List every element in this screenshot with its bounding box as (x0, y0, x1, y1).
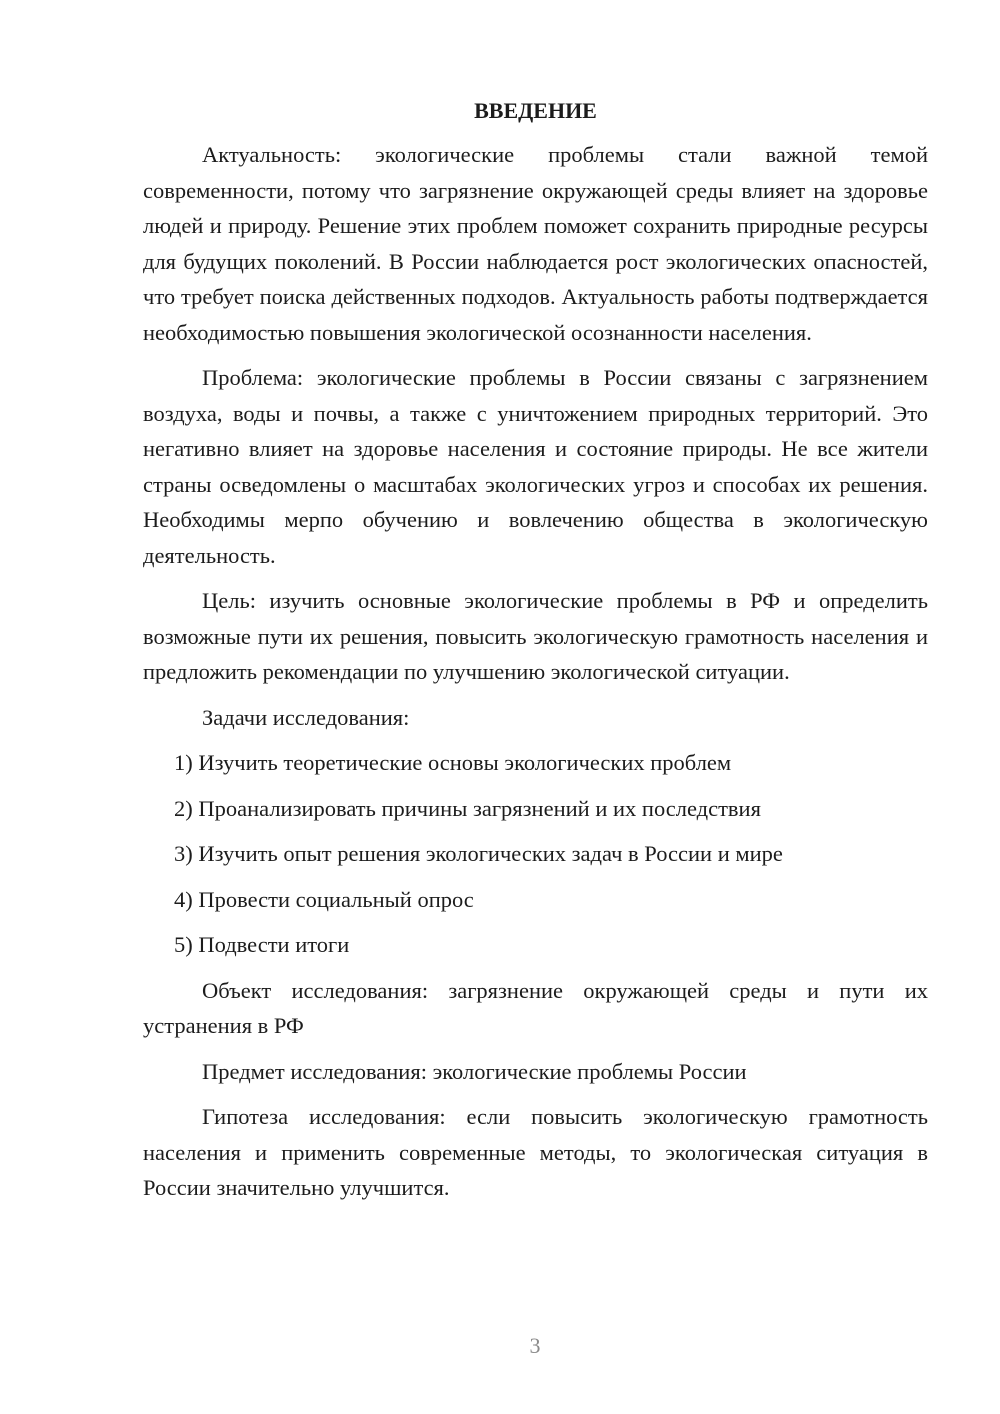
object-paragraph: Объект исследования: загрязнение окружающей среды и пути их устранения в РФ (143, 977, 928, 1038)
section-title: ВВЕДЕНИЕ (474, 98, 597, 123)
task-item: 1) Изучить теоретические основы экологических проблем (174, 750, 732, 775)
goal-paragraph: Цель: изучить основные экологические проблемы в РФ и определить возможные пути их решения, повысить экологическую грамотность населения и предложить рекомендации по улучшению экологической ситуации. (143, 588, 928, 684)
task-item: 2) Проанализировать причины загрязнений и их последствия (174, 795, 761, 821)
subject-paragraph: Предмет исследования: экологические проблемы России (202, 1058, 747, 1084)
tasks-heading: Задачи исследования: (202, 704, 410, 730)
page-content (143, 95, 928, 1216)
problem-paragraph: Проблема: экологические проблемы в России связаны с загрязнением воздуха, воды и почвы, а также с уничтожением природных территорий. Это негативно влияет на здоровье населения и состояние природы. Не все жители страны осведомлены о масштабах экологических угроз и способах их решения. Необходимы мерпо обучению и вовлечению общества в экологическую деятельность. (143, 365, 928, 568)
page-number: 3 (529, 1333, 541, 1358)
relevance-paragraph: Актуальность: экологические проблемы стали важной темой современности, потому что загрязнение окружающей среды влияет на здоровье людей и природу. Решение этих проблем поможет сохранить природные ресурсы для будущих поколений. В России наблюдается рост экологических опасностей, что требует поиска действенных подходов. Актуальность работы подтверждается необходимостью повышения экологической осознанности населения. (143, 142, 928, 345)
task-item: 4) Провести социальный опрос (174, 886, 474, 912)
tasks-list (143, 745, 928, 963)
hypothesis-paragraph: Гипотеза исследования: если повысить экологическую грамотность населения и применить современные методы, то экологическая ситуация в России значительно улучшится. (143, 1104, 928, 1200)
task-item: 3) Изучить опыт решения экологических задач в России и мире (174, 841, 783, 866)
task-item: 5) Подвести итоги (174, 932, 350, 957)
